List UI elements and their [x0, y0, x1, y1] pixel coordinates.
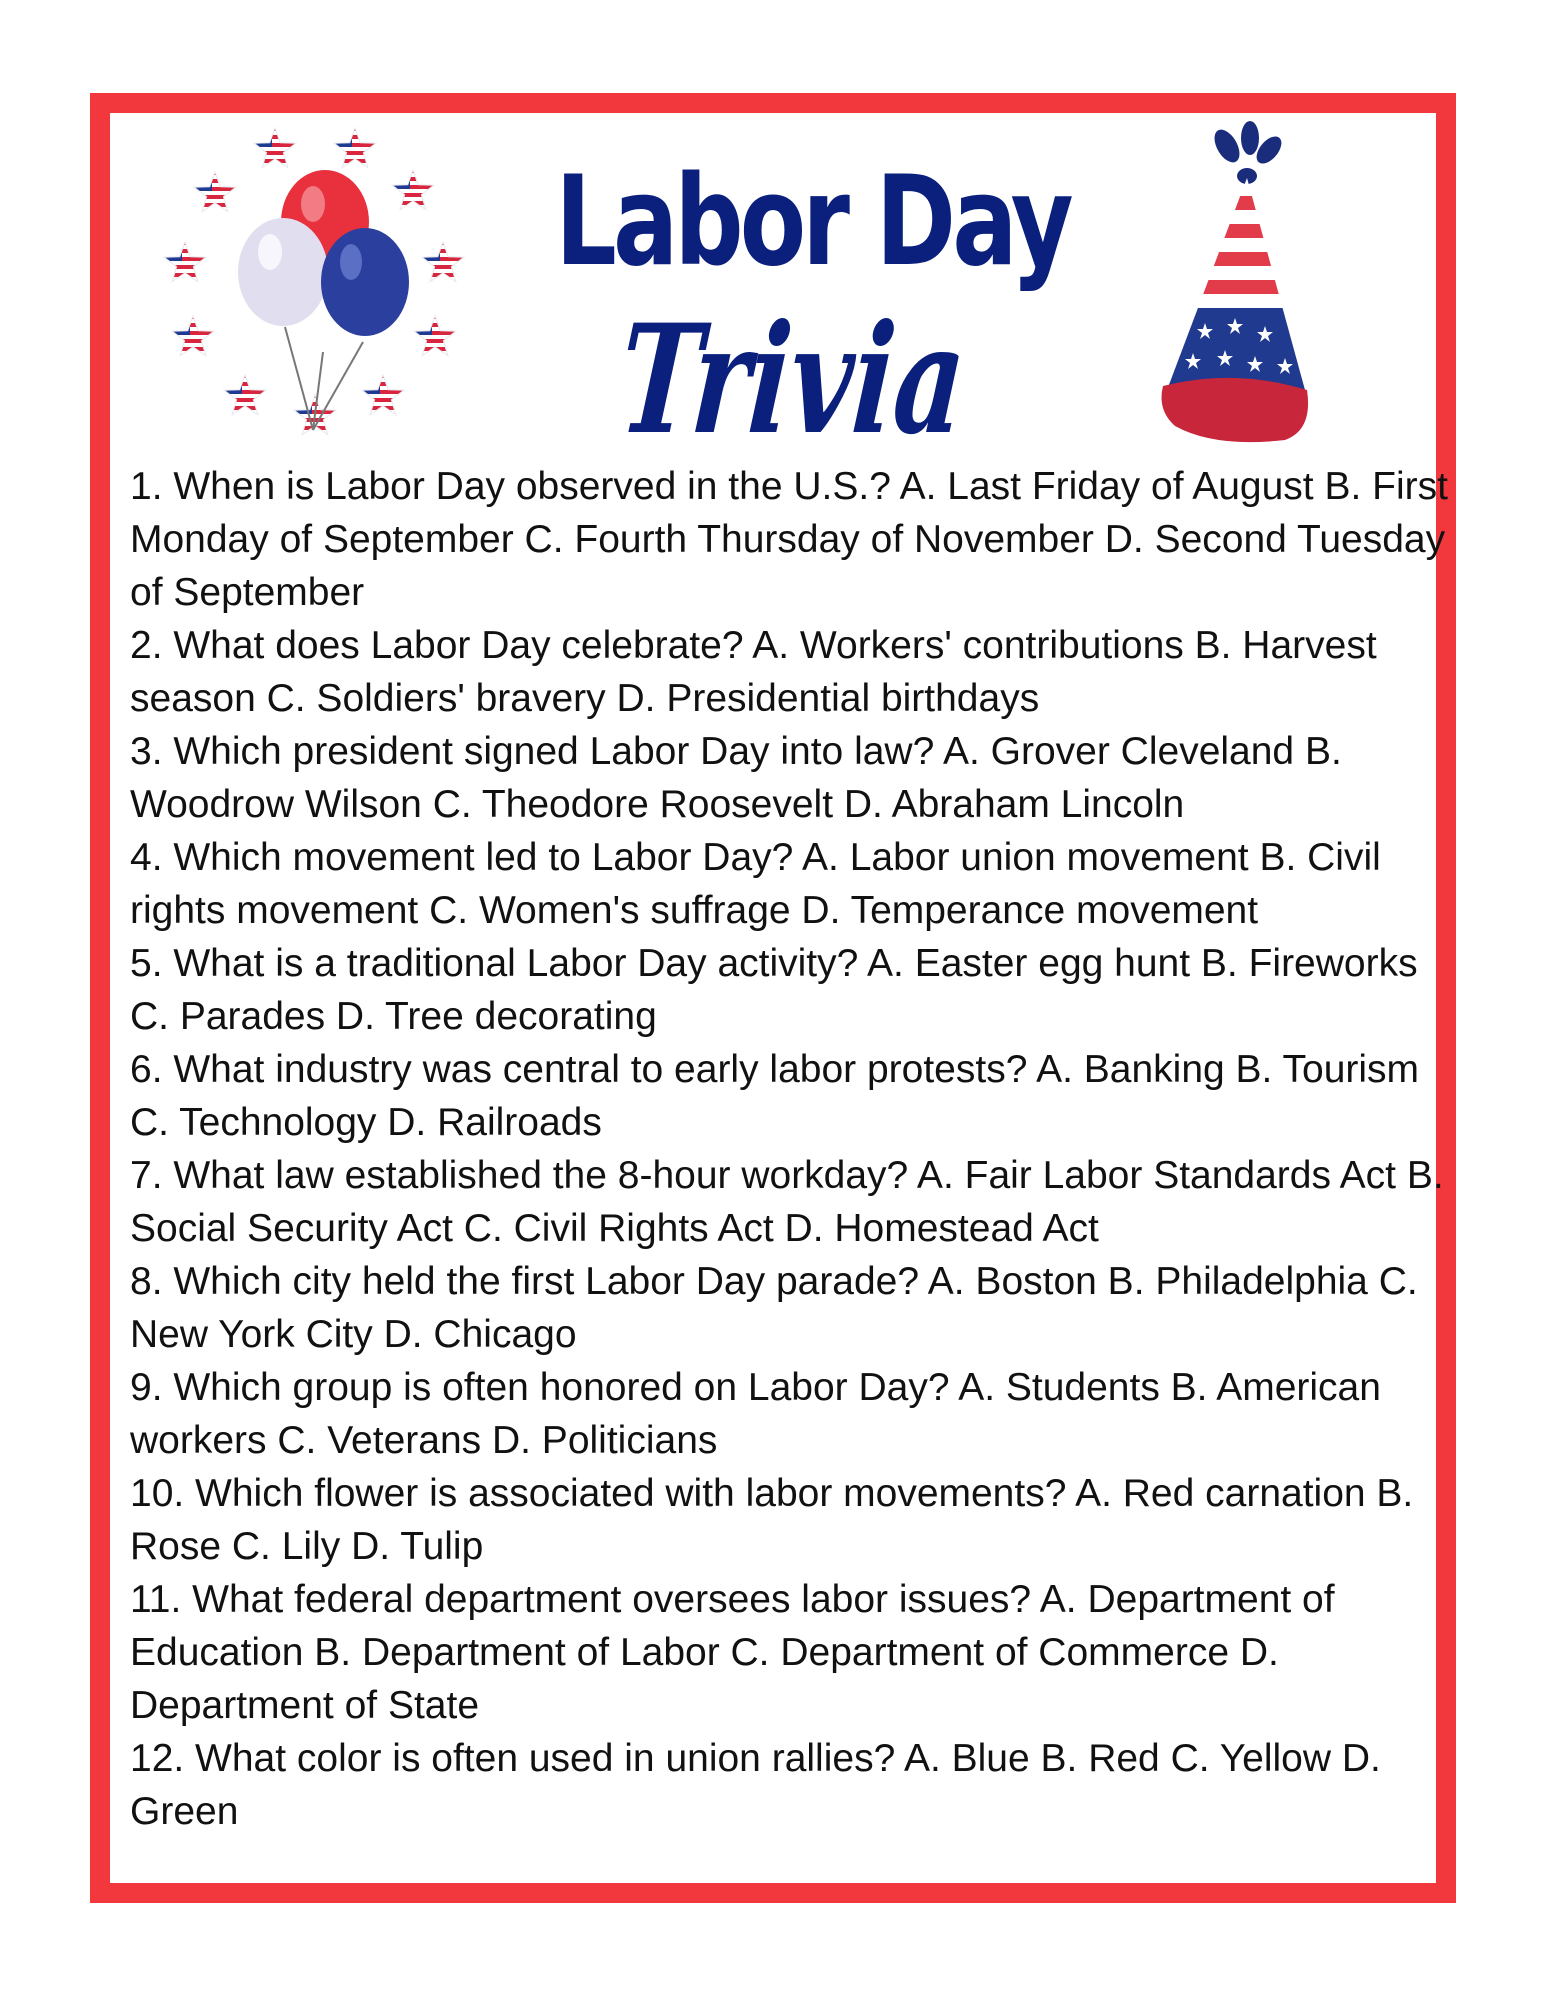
question-5: 5. What is a traditional Labor Day activity? A. Easter egg hunt B. Fireworks C. Parades D. Tree decorating	[130, 942, 1418, 1038]
question-7: 7. What law established the 8-hour workday? A. Fair Labor Standards Act B. Social Security Act C. Civil Rights Act D. Homestead Act	[130, 1154, 1444, 1250]
question-9: 9. Which group is often honored on Labor Day? A. Students B. American workers C. Veterans D. Politicians	[130, 1366, 1381, 1462]
question-2: 2. What does Labor Day celebrate? A. Workers' contributions B. Harvest season C. Soldiers' bravery D. Presidential birthdays	[130, 624, 1377, 720]
title-labor-day: Labor Day	[555, 150, 1070, 294]
question-10: 10. Which flower is associated with labor movements? A. Red carnation B. Rose C. Lily D. Tulip	[130, 1472, 1414, 1568]
question-6: 6. What industry was central to early labor protests? A. Banking B. Tourism C. Technology D. Railroads	[130, 1048, 1420, 1144]
question-12: 12. What color is often used in union rallies? A. Blue B. Red C. Yellow D. Green	[130, 1737, 1381, 1833]
question-8: 8. Which city held the first Labor Day parade? A. Boston B. Philadelphia C. New York City D. Chicago	[130, 1260, 1418, 1356]
question-3: 3. Which president signed Labor Day into law? A. Grover Cleveland B. Woodrow Wilson C. Theodore Roosevelt D. Abraham Lincoln	[130, 730, 1342, 826]
trivia-question-list	[130, 460, 1460, 1838]
question-1: 1. When is Labor Day observed in the U.S.? A. Last Friday of August B. First Monday of September C. Fourth Thursday of November D. Second Tuesday of September	[130, 465, 1448, 614]
title-trivia: Trivia	[613, 292, 972, 468]
question-4: 4. Which movement led to Labor Day? A. Labor union movement B. Civil rights movement C. Women's suffrage D. Temperance movement	[130, 836, 1381, 932]
question-11: 11. What federal department oversees labor issues? A. Department of Education B. Department of Labor C. Department of Commerce D. Department of State	[130, 1578, 1335, 1727]
